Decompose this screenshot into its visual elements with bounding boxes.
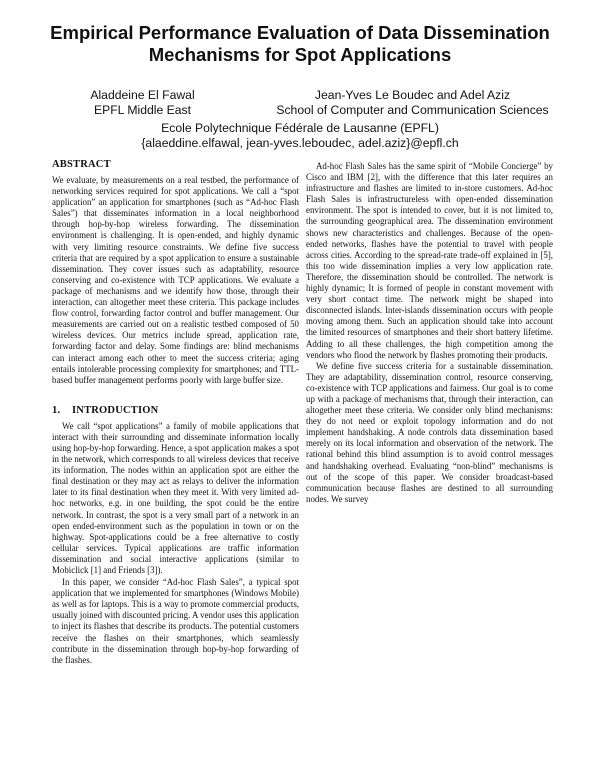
section-title: INTRODUCTION: [72, 404, 159, 416]
intro-paragraph-4: We define five success criteria for a sustainable dissemination. They are adaptability, dissemination control, resource conserving, co-existence with TCP applications and fairness. Our goal is to come up with a package of mechanisms that, through their interaction, can altogether meet these criteria. We consider only blind mechanisms: they do not need or exploit topology information and do not implement handshaking. A node controls data dissemination based merely on its local information and observation of the network. The rational behind this blind assumption is to avoid control messages and handshaking overhead. Evaluating “non-blind” mechanisms is out of the scope of this paper. We consider broadcast-based communication because flashes are destined to all surrounding nodes. We survey: [306, 360, 553, 504]
intro-paragraph-1: We call “spot applications” a family of mobile applications that interact with their surrounding and disseminate information locally using hop-by-hop forwarding. Hence, a spot application makes a spot in the network, which corresponds to all wireless devices that receive its information. The nodes within an application spot are either the final destination or they may act as relays to deliver the information later to its final destination when they meet it. With very limited ad-hoc networks, e.g. in one building, the spot could be the entire network. In contrast, the spot is a very small part of a network in an open ended-environment such as the population in town or on the highway. Spot-applications could be a free alternative to costly cellular services. Typical applications are traffic information dissemination and social interactive applications (similar to Mobiclick [1] and Friends [3]).: [52, 420, 299, 575]
author-left-name: Aladdeine El Fawal: [90, 88, 195, 102]
author-right-name: Jean-Yves Le Boudec and Adel Aziz: [314, 88, 511, 102]
intro-paragraph-3: Ad-hoc Flash Sales has the same spirit of “Mobile Concierge” by Cisco and IBM [2], with the difference that this later requires an infrastructure and flashes are limited to in-store customers. Ad-hoc Flash Sales is infrastructureless with open-ended dissemination environment. The spot is intended to cover, but it is not limited to, the surrounding geographical area. The dissemination environment shows new characteristics and challenges. Because of the open-ended networks, flashes have the potential to travel with people across cities. According to the spread-rate trade-off explained in [5], this too wide dissemination implies a very low application rate. Therefore, the dissemination should be controlled. The network is highly dynamic; It is formed of people in constant movement with very short contact time. The network might be shaped into disconnected islands. Inter-islands dissemination occurs with people moving among them. Such an application should take into account the limited resources of smartphones and their short battery lifetime. Adding to all these challenges, the high competition among the vendors who flood the network by flashes promoting their products.: [306, 161, 553, 360]
left-column: [52, 158, 299, 666]
author-right-affiliation: School of Computer and Communication Sciences: [276, 103, 549, 117]
abstract-heading: ABSTRACT: [52, 159, 111, 170]
author-emails: {alaeddine.elfawal, jean-yves.leboudec, adel.aziz}@epfl.ch: [141, 136, 459, 150]
institution: Ecole Polytechnique Fédérale de Lausanne (EPFL): [161, 121, 439, 135]
abstract-text: We evaluate, by measurements on a real testbed, the performance of networking services required for spot applications. We call a “spot application” an application for smartphones (such as “Ad-hoc Flash Sales”) that disseminates information in a local neighborhood through hop-by-hop wireless forwarding. The dissemination environment is challenging. It is open-ended, and highly dynamic with very limiting resource constraints. We define five success criteria that are required by a spot application to ensure a sustainable dissemination. They cover issues such as adaptability, resource conserving and co-existence with TCP applications. We evaluate a package of mechanisms and we identify how those, through their interaction, can altogether meet these criteria. This package includes flow control, forwarding factor control and buffer management. Our measurements are carried out on a realistic testbed composed of 50 wireless devices. Our metrics include spread, application rate, forwarding factor and delay. Some findings are: blind mechanisms can interact among each other to meet the success criteria; aging entails intolerable processing complexity for smartphones; and TTL-based buffer management performs poorly with large buffer size.: [52, 175, 299, 385]
paper-title: Empirical Performance Evaluation of Data Dissemination Mechanisms for Spot Applications: [50, 22, 550, 65]
right-column: [306, 161, 553, 505]
author-names-row: [30, 88, 570, 103]
section-number: 1.: [52, 404, 61, 416]
author-affiliations-row: [30, 103, 570, 118]
intro-paragraph-2: In this paper, we consider “Ad-hoc Flash Sales”, a typical spot application that we implemented for smartphones (Windows Mobile) as well as for laptops. This is a way to promote commercial products, usually joined with discounted pricing. A vendor uses this application to inject its flashes that describe its products. The potential customers receive the flashes on their smartphones, which seamlessly contribute in the dissemination through hop-by-hop forwarding of the flashes.: [52, 577, 299, 665]
introduction-heading: [52, 404, 299, 417]
author-left-affiliation: EPFL Middle East: [93, 103, 192, 117]
author-block: [30, 88, 570, 151]
